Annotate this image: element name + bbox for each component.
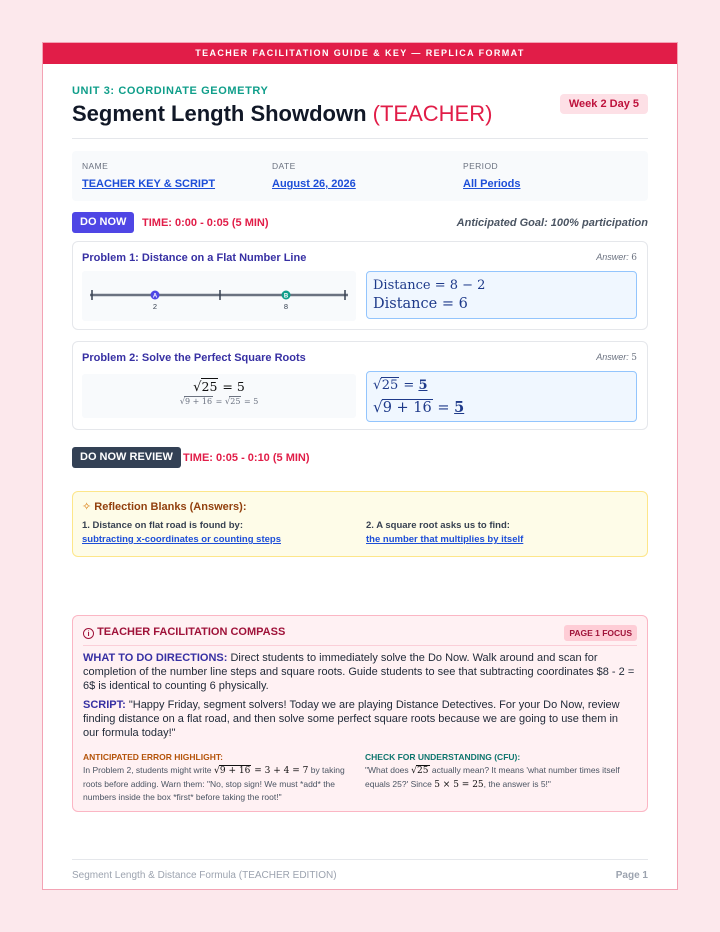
problem-1-answer — [596, 252, 637, 263]
solution-1-value: 5 — [418, 378, 428, 393]
name-field — [82, 161, 215, 190]
point-a-letter: A — [152, 293, 158, 300]
page-title — [72, 101, 492, 127]
period-field — [463, 161, 520, 190]
script-block — [83, 698, 635, 740]
question-2-eq: = — [215, 397, 223, 406]
problem-1-title: Problem 1: Distance on a Flat Number Line — [82, 252, 307, 264]
question-line-2: √9 + 16 = √25 = 5 — [179, 396, 259, 406]
problem-1-card — [72, 241, 648, 330]
problem-1-solution — [366, 271, 637, 319]
question-1-rhs: = 5 — [222, 379, 245, 394]
solution-line-1: √25 = 5 — [373, 377, 428, 393]
question-2-radicand-2: 25 — [230, 397, 241, 406]
date-label: DATE — [272, 161, 296, 171]
error-math-radicand: 9 + 16 — [219, 766, 251, 776]
date-value[interactable]: August 26, 2026 — [272, 178, 356, 190]
anticipated-error-block — [83, 751, 353, 804]
cfu-text-1: "What does — [365, 765, 409, 775]
student-info-box — [72, 151, 648, 201]
answer-label: Answer: — [596, 352, 629, 362]
reflection-title: Reflection Blanks (Answers): — [94, 501, 247, 513]
worksheet-page — [42, 42, 678, 890]
page-number: Page 1 — [615, 870, 648, 881]
top-banner: TEACHER FACILITATION GUIDE & KEY — REPLICA FORMAT — [43, 43, 677, 64]
header-divider — [72, 138, 648, 139]
answer-value: 6 — [631, 253, 637, 263]
script-label: SCRIPT: — [83, 699, 126, 711]
answer-label: Answer: — [596, 252, 629, 262]
footer-title: Segment Length & Distance Formula (TEACHER EDITION) — [72, 870, 337, 881]
solution-2-radicand: 9 + 16 — [382, 400, 432, 416]
question-2-rhs: = 5 — [243, 397, 259, 406]
page-focus-badge: PAGE 1 FOCUS — [564, 625, 637, 641]
answer-value: 5 — [631, 353, 637, 363]
cfu-text-3: , the answer is 5!" — [483, 779, 551, 789]
reflection-title-row — [82, 500, 246, 513]
review-header — [72, 447, 648, 469]
problem-2-card — [72, 341, 648, 430]
error-text-1: In Problem 2, students might write — [83, 765, 212, 775]
error-math: √9 + 16 = 3 + 4 = 7 — [213, 765, 309, 776]
question-2-radicand: 9 + 16 — [185, 397, 213, 406]
title-suffix: (TEACHER) — [372, 101, 493, 126]
unit-label: UNIT 3: COORDINATE GEOMETRY — [72, 85, 269, 97]
reflection-q1: 1. Distance on flat road is found by: — [82, 520, 243, 531]
problem-2-solution — [366, 371, 637, 422]
solution-line-2: √9 + 16 = 5 — [373, 398, 465, 416]
period-value[interactable]: All Periods — [463, 178, 521, 190]
problem-2-answer — [596, 352, 637, 363]
week-badge: Week 2 Day 5 — [560, 94, 648, 114]
solution-1-radicand: 25 — [381, 378, 399, 393]
page-content — [72, 64, 648, 889]
number-line-panel — [82, 271, 356, 321]
anticipated-goal: Anticipated Goal: 100% participation — [456, 217, 648, 229]
point-b-letter: B — [283, 293, 289, 300]
solution-2-eq: = — [437, 400, 450, 416]
point-b-value: 8 — [283, 302, 289, 311]
number-line — [82, 271, 356, 321]
footer-divider — [72, 859, 648, 860]
cfu-label: CHECK FOR UNDERSTANDING (CFU): — [365, 752, 521, 762]
compass-divider — [83, 645, 637, 646]
reflection-box — [72, 491, 648, 557]
error-math-rhs: = 3 + 4 = 7 — [254, 766, 309, 776]
info-circle-icon: i — [83, 628, 94, 639]
do-now-time: TIME: 0:00 - 0:05 (5 MIN) — [142, 217, 269, 229]
question-1-radicand: 25 — [201, 379, 218, 394]
facilitation-compass — [72, 615, 648, 812]
reflection-a1[interactable]: subtracting x-coordinates or counting steps — [82, 534, 281, 545]
solution-1-eq: = — [403, 378, 415, 393]
directions-label: WHAT TO DO DIRECTIONS: — [83, 652, 228, 664]
script-text: "Happy Friday, segment solvers! Today we are playing Distance Detectives. For your Do Now, review finding distance on a flat road, and then solve some perfect square roots because we are going to use them in our formula today!" — [83, 699, 620, 739]
question-line-1: √25 = 5 — [193, 379, 245, 395]
date-field — [272, 161, 356, 190]
directions-block — [83, 651, 635, 693]
compass-title: TEACHER FACILITATION COMPASS — [97, 626, 286, 638]
cfu-block — [365, 751, 637, 792]
directions-text: Direct students to immediately solve the Do Now. Walk around and scan for completion of the number line steps and square roots. Guide students to see that subtracting coordinates $8 - 2 = 6$ is identical to counting 6 physically. — [83, 652, 635, 692]
point-a-value: 2 — [152, 302, 158, 311]
cfu-math-2: 5 × 5 = 25 — [434, 780, 484, 790]
error-label: ANTICIPATED ERROR HIGHLIGHT: — [83, 752, 223, 762]
cfu-math: √25 — [411, 765, 429, 776]
do-now-header — [72, 212, 648, 234]
solution-line-1: Distance = 8 − 2 — [373, 278, 486, 293]
solution-line-2: Distance = 6 — [373, 296, 468, 312]
reflection-a2[interactable]: the number that multiplies by itself — [366, 534, 524, 545]
sparkle-icon: ✧ — [82, 501, 92, 513]
cfu-text-2: actually mean? It means 'what number times itself equals 25?' Since — [365, 765, 620, 789]
square-root-question-panel — [82, 374, 356, 418]
reflection-q2: 2. A square root asks us to find: — [366, 520, 510, 531]
review-time: TIME: 0:05 - 0:10 (5 MIN) — [183, 452, 310, 464]
solution-2-value: 5 — [454, 399, 465, 416]
review-pill: DO NOW REVIEW — [72, 447, 181, 468]
error-text-2: by taking roots before adding. Warn them: "No, stop sign! We must *add* the numbers inside the box *first* before taking the root!" — [83, 765, 345, 802]
name-value[interactable]: TEACHER KEY & SCRIPT — [82, 178, 216, 190]
do-now-pill: DO NOW — [72, 212, 134, 233]
title-main: Segment Length Showdown — [72, 101, 367, 126]
compass-title-row — [83, 626, 285, 639]
period-label: PERIOD — [463, 161, 498, 171]
name-label: NAME — [82, 161, 109, 171]
cfu-math-radicand: 25 — [417, 766, 429, 776]
problem-2-title: Problem 2: Solve the Perfect Square Roots — [82, 352, 306, 364]
